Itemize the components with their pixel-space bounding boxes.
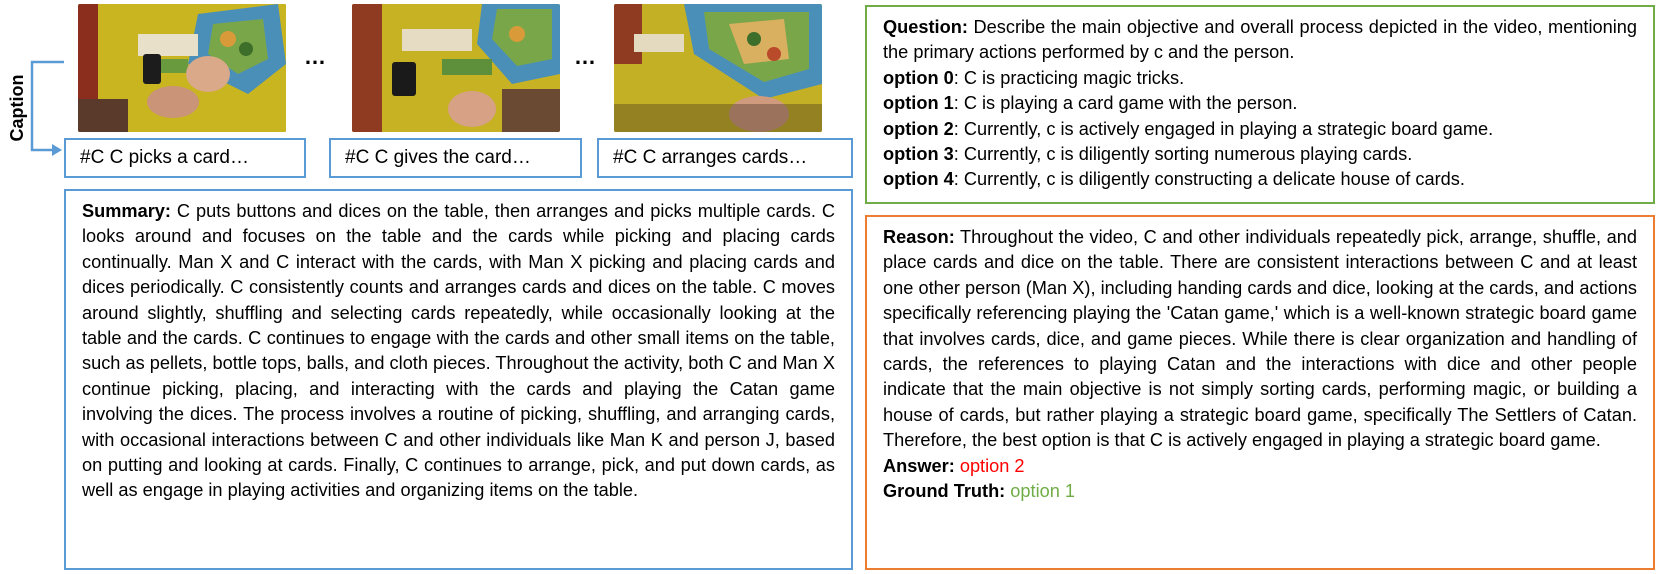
option-item [883, 167, 1637, 192]
option-text: : Currently, c is actively engaged in playing a strategic board game. [953, 118, 1494, 139]
option-text: : C is practicing magic tricks. [953, 67, 1185, 88]
question-text: Describe the main objective and overall process depicted in the video, mentioning the primary actions performed by c and the person. [883, 17, 1637, 63]
caption-box-3: #C C arranges cards… [597, 138, 853, 178]
option-text: : Currently, c is diligently sorting numerous playing cards. [953, 144, 1413, 165]
video-frame-3 [614, 4, 822, 132]
question-label: Question: [883, 17, 968, 37]
caption-box-1: #C C picks a card… [64, 138, 306, 178]
option-label: option 3 [883, 144, 954, 165]
reason-box [865, 215, 1655, 570]
video-frame-2 [352, 4, 560, 132]
frame-ellipsis-2: … [574, 44, 597, 69]
ground-truth-line [883, 479, 1637, 504]
question-text-block [883, 15, 1637, 66]
option-item [883, 142, 1637, 167]
reason-label: Reason: [883, 227, 955, 247]
option-label: option 4 [883, 169, 954, 190]
reason-text: Throughout the video, C and other individuals repeatedly pick, arrange, shuffle, and place cards and dice on the table. There are consistent interactions between C and at least one other person (Man X), including handing cards and dice, looking at the cards, and actions specifically referencing playing the 'Catan game,' which is a well-known strategic board game that involves cards, dice, and game pieces. While there is clear organization and handling of cards, the references to playing Catan and the interactions with dice and other people indicate that the main objective is not simply sorting cards, performing magic, or building a house of cards, but rather playing a strategic board game, specifically The Settlers of Catan. Therefore, the best option is that C is actively engaged in playing a strategic board game. [883, 227, 1637, 451]
question-box [865, 5, 1655, 204]
frame-ellipsis-1: … [304, 44, 327, 69]
caption-arrow-icon [30, 60, 66, 162]
option-item [883, 91, 1637, 116]
option-label: option 2 [883, 118, 954, 139]
ground-truth-value: option 1 [1010, 481, 1076, 502]
option-text: : C is playing a card game with the person. [953, 93, 1298, 114]
option-label: option 0 [883, 67, 954, 88]
video-frame-1 [78, 4, 286, 132]
caption-side-label: Caption [7, 74, 27, 142]
summary-box [64, 189, 853, 570]
summary-text: C puts buttons and dices on the table, then arranges and picks multiple cards. C looks around and focuses on the table and the cards while picking and placing cards continually. Man X and C interact with the cards, with Man X picking and placing cards and dices periodically. C consistently counts and arranges cards and dices on the table. C moves around slightly, shuffling and selecting cards repeatedly, while occasionally looking at the table and the cards. C continues to engage with the cards and other small items on the table, such as pellets, bottle tops, balls, and cloth pieces. Throughout the activity, both C and Man X continue picking, placing, and interacting with the cards and playing the Catan game involving the dices. The process involves a routine of picking, shuffling, and arranging cards, with occasional interactions between C and other individuals like Man K and person J, based on putting and looking at cards. Finally, C continues to arrange, pick, and put down cards, as well as engage in playing activities and organizing items on the table. [82, 201, 835, 501]
option-label: option 1 [883, 93, 954, 114]
option-item [883, 117, 1637, 142]
option-text: : Currently, c is diligently constructing a delicate house of cards. [953, 169, 1465, 190]
reason-block [883, 225, 1637, 454]
answer-label: Answer: [883, 455, 955, 476]
option-item [883, 66, 1637, 91]
answer-line [883, 454, 1637, 479]
caption-box-2: #C C gives the card… [329, 138, 582, 178]
answer-value: option 2 [959, 455, 1025, 476]
ground-truth-label: Ground Truth: [883, 481, 1006, 502]
summary-label: Summary: [82, 201, 171, 221]
